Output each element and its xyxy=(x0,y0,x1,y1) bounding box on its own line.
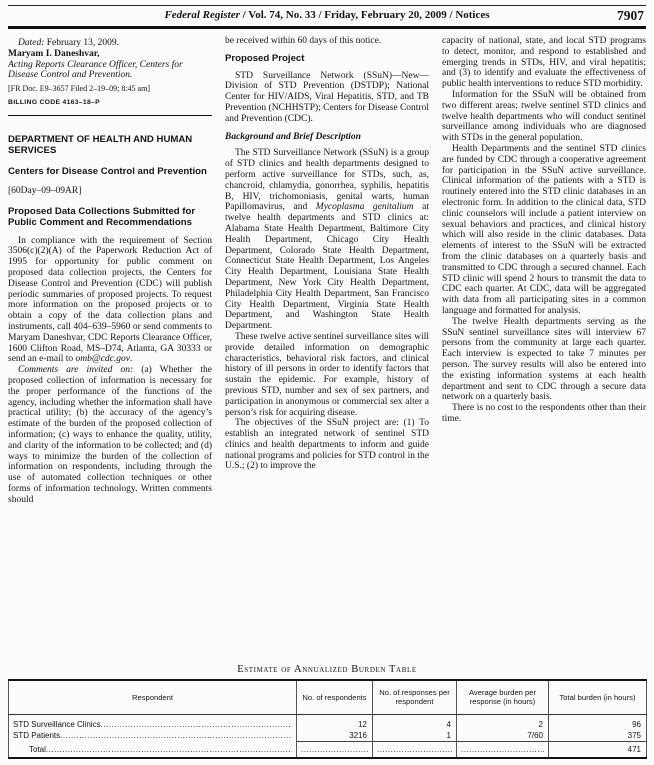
table-total-row xyxy=(9,741,647,758)
content-columns xyxy=(8,36,646,656)
dot-leader xyxy=(46,745,292,754)
paragraph-compliance xyxy=(8,236,212,366)
row-label-cell xyxy=(9,730,297,742)
cell-respondents: 12 xyxy=(297,714,373,730)
signer-name: Maryam I. Daneshvar, xyxy=(8,48,100,59)
billing-code: BILLING CODE 4163–18–P xyxy=(8,98,100,106)
dated-value: February 13, 2009. xyxy=(46,38,120,48)
journal-name: Federal Register xyxy=(164,9,240,21)
total-empty-cell xyxy=(457,741,549,758)
dot-leader xyxy=(60,731,292,740)
docket-number: [60Day–09–09AR] xyxy=(8,185,82,196)
table-row xyxy=(9,730,647,742)
paragraph-interviews: The twelve Health departments serving as the SSuN sentinel surveillance sites will interview 67 persons from the community at large each quarter. Each interview is expected to take 7 minutes per person. The survey results will also be entered into the existing information systems at each health department and sent to CDC through a secure data network on a quarterly basis. xyxy=(442,316,646,403)
paragraph-continuation: be received within 60 days of this notice. xyxy=(225,36,382,46)
paragraph-comments-invited xyxy=(8,365,212,505)
dot-leader xyxy=(461,745,544,754)
col-header-respondent: Respondent xyxy=(9,680,297,714)
cell-responses: 1 xyxy=(373,730,457,742)
burden-table-section xyxy=(8,664,646,759)
paragraph-capacity: capacity of national, state, and local STD programs to detect, monitor, and respond to established and emerging trends in STDs, HIV, and viral hepatitis; and (3) to identify and evaluate the effectiveness of public health interventions to reduce STD morbidity. xyxy=(442,36,646,90)
row-label-cell xyxy=(9,714,297,730)
header-title xyxy=(8,9,646,22)
table-row xyxy=(9,714,647,730)
notice-title: Proposed Data Collections Submitted for Public Comment and Recommendations xyxy=(8,205,196,228)
cell-avg-burden: 2 xyxy=(457,714,549,730)
cell-total-burden: 375 xyxy=(549,730,647,742)
paragraph-background xyxy=(225,148,429,332)
signer-title: Acting Reports Clearance Officer, Centers for Disease Control and Prevention. xyxy=(8,59,183,81)
paragraph-text: at twelve health departments and STD clinics at: Alabama State Health Department, Baltimore City Health Department, Chicago City Health Department, Colorado State Health Department, Connecticut State Health Department, Los Angeles City Health Department, Louisiana State Health Department, New York City Health Department, Philadelphia City Health Department, San Francisco City Health Department, Virginia State Health Department, and Washington State Health Department. xyxy=(225,202,429,332)
table-title: Estimate of Annualized Burden Table xyxy=(237,664,417,675)
total-burden-value: 471 xyxy=(549,741,647,758)
dated-label: Dated: xyxy=(18,38,47,48)
agency-heading: Centers for Disease Control and Prevention xyxy=(8,165,207,177)
species-name-italic: Mycoplasma genitalium xyxy=(315,202,414,213)
column-right xyxy=(442,36,646,656)
row-label: STD Patients xyxy=(13,731,61,740)
dot-leader xyxy=(301,745,368,754)
cell-avg-burden: 7/60 xyxy=(457,730,549,742)
cell-respondents: 3216 xyxy=(297,730,373,742)
header-issue-info: / Vol. 74, No. 33 / Friday, February 20, 2009 / Notices xyxy=(239,9,490,21)
total-label-cell xyxy=(9,741,297,758)
paragraph-no-cost: There is no cost to the respondents other than their time. xyxy=(442,403,646,424)
email-address: omb@cdc.gov xyxy=(75,354,130,365)
col-header-respondents: No. of respondents xyxy=(297,680,373,714)
paragraph-sites: These twelve active sentinel surveillance sites will provide detailed information on demographic characteristics, behavioral risk factors, and clinical history of ill persons in order to identify factors that sustain the epidemic. For example, history of previous STD, number and sex of sex partners, and participation in anonymous or commercial sex alter a person’s risk for acquiring disease. xyxy=(225,331,429,418)
col-header-responses: No. of responses per respondent xyxy=(373,680,457,714)
col-header-total-burden: Total burden (in hours) xyxy=(549,680,647,714)
table-header-row xyxy=(9,680,647,714)
page-number: 7907 xyxy=(617,8,644,23)
department-heading: DEPARTMENT OF HEALTH AND HUMAN SERVICES xyxy=(8,133,193,156)
dated-line xyxy=(8,38,212,49)
background-heading: Background and Brief Description xyxy=(225,131,361,142)
burden-table xyxy=(8,679,647,759)
total-empty-cell xyxy=(297,741,373,758)
cell-total-burden: 96 xyxy=(549,714,647,730)
proposed-project-heading: Proposed Project xyxy=(225,52,305,64)
paragraph-information: Information for the SSuN will be obtained from two different areas; twelve sentinel STD clinics and twelve health departments who will conduct sentinel surveillance among individuals who are diagnosed with STDs in the general population. xyxy=(442,89,646,144)
col-header-avg-burden: Average burden per response (in hours) xyxy=(457,680,549,714)
dot-leader xyxy=(101,720,292,729)
paragraph-text: . xyxy=(129,354,133,365)
fr-doc-line: [FR Doc. E9–3657 Filed 2–19–09; 8:45 am] xyxy=(8,84,150,94)
paragraph-health-departments: Health Departments and the sentinel STD clinics are funded by CDC through a cooperative agreement for participation in the SSuN active surveillance. Clinical information of the patients with a STD is routinely entered into the STD clinic databases in an electronic form. In addition to the clinical data, STD clinic counselors will include a patient interview on sexual behaviors and practices, and clinical history which will also reside in the clinic databases. Data elements of interest to the SSuN will be extracted from the clinic databases on a quarterly basis and transmitted to CDC through a secured channel. Each STD clinic will spend 2 hours to transmit the data to CDC each quarter. At CDC, data will be aggregated with data from all participating sites in a common language and formatted for analysis. xyxy=(442,143,646,316)
cell-responses: 4 xyxy=(373,714,457,730)
column-middle xyxy=(225,36,429,656)
paragraph-text: The STD Surveillance Network (SSuN) is a group of STD clinics and health departments designed to perform active surveillance for STDs, such, as, chancroid, chlamydia, gonorrhea, syphilis, hepatitis B, HIV, trichomoniasis, genital warts, human Papillomavirus, and xyxy=(225,148,429,213)
total-label: Total xyxy=(29,744,46,754)
comments-lead: Comments are invited on: xyxy=(18,365,142,376)
dot-leader xyxy=(377,745,452,754)
paragraph-text: (a) Whether the proposed collection of information is necessary for the proper performance of the functions of the agency, including whether the information shall have practical utility; (b) the accuracy of the agency’s estimate of the burden of the proposed collection of information; (c) ways to enhance the quality, utility, and clarity of the information to be collected; and (d) ways to minimize the burden of the collection of information on respondents, including through the use of automated collection techniques or other forms of information technology. Written comments should xyxy=(8,365,212,505)
page-header xyxy=(8,5,646,29)
paragraph-project: STD Surveillance Network (SSuN)—New—Division of STD Prevention (DSTDP); National Center for HIV/AIDS, Viral Hepatitis, STD, and TB Prevention (NCHHSTP); Centers for Disease Control and Prevention (CDC). xyxy=(225,70,429,124)
total-empty-cell xyxy=(373,741,457,758)
paragraph-objectives: The objectives of the SSuN project are: (1) To establish an integrated network of sentinel STD clinics and health departments to inform and guide national programs and policies for STD control in the U.S.; (2) to improve the xyxy=(225,418,429,472)
row-label: STD Surveillance Clinics xyxy=(13,719,101,729)
column-left xyxy=(8,36,212,656)
section-divider xyxy=(8,115,212,116)
paragraph-text: In compliance with the requirement of Section 3506(c)(2)(A) of the Paperwork Reduction Act of 1995 for opportunity for public comment on proposed data collection projects, the Centers for Disease Control and Prevention (CDC) will publish periodic summaries of proposed projects. To request more information on the proposed projects or to obtain a copy of the data collection plans and instruments, call 404–639–5960 or send comments to Maryam Daneshvar, CDC Reports Clearance Officer, 1600 Clifton Road, MS–D74, Atlanta, GA 30333 or send an e-mail to xyxy=(8,235,212,365)
